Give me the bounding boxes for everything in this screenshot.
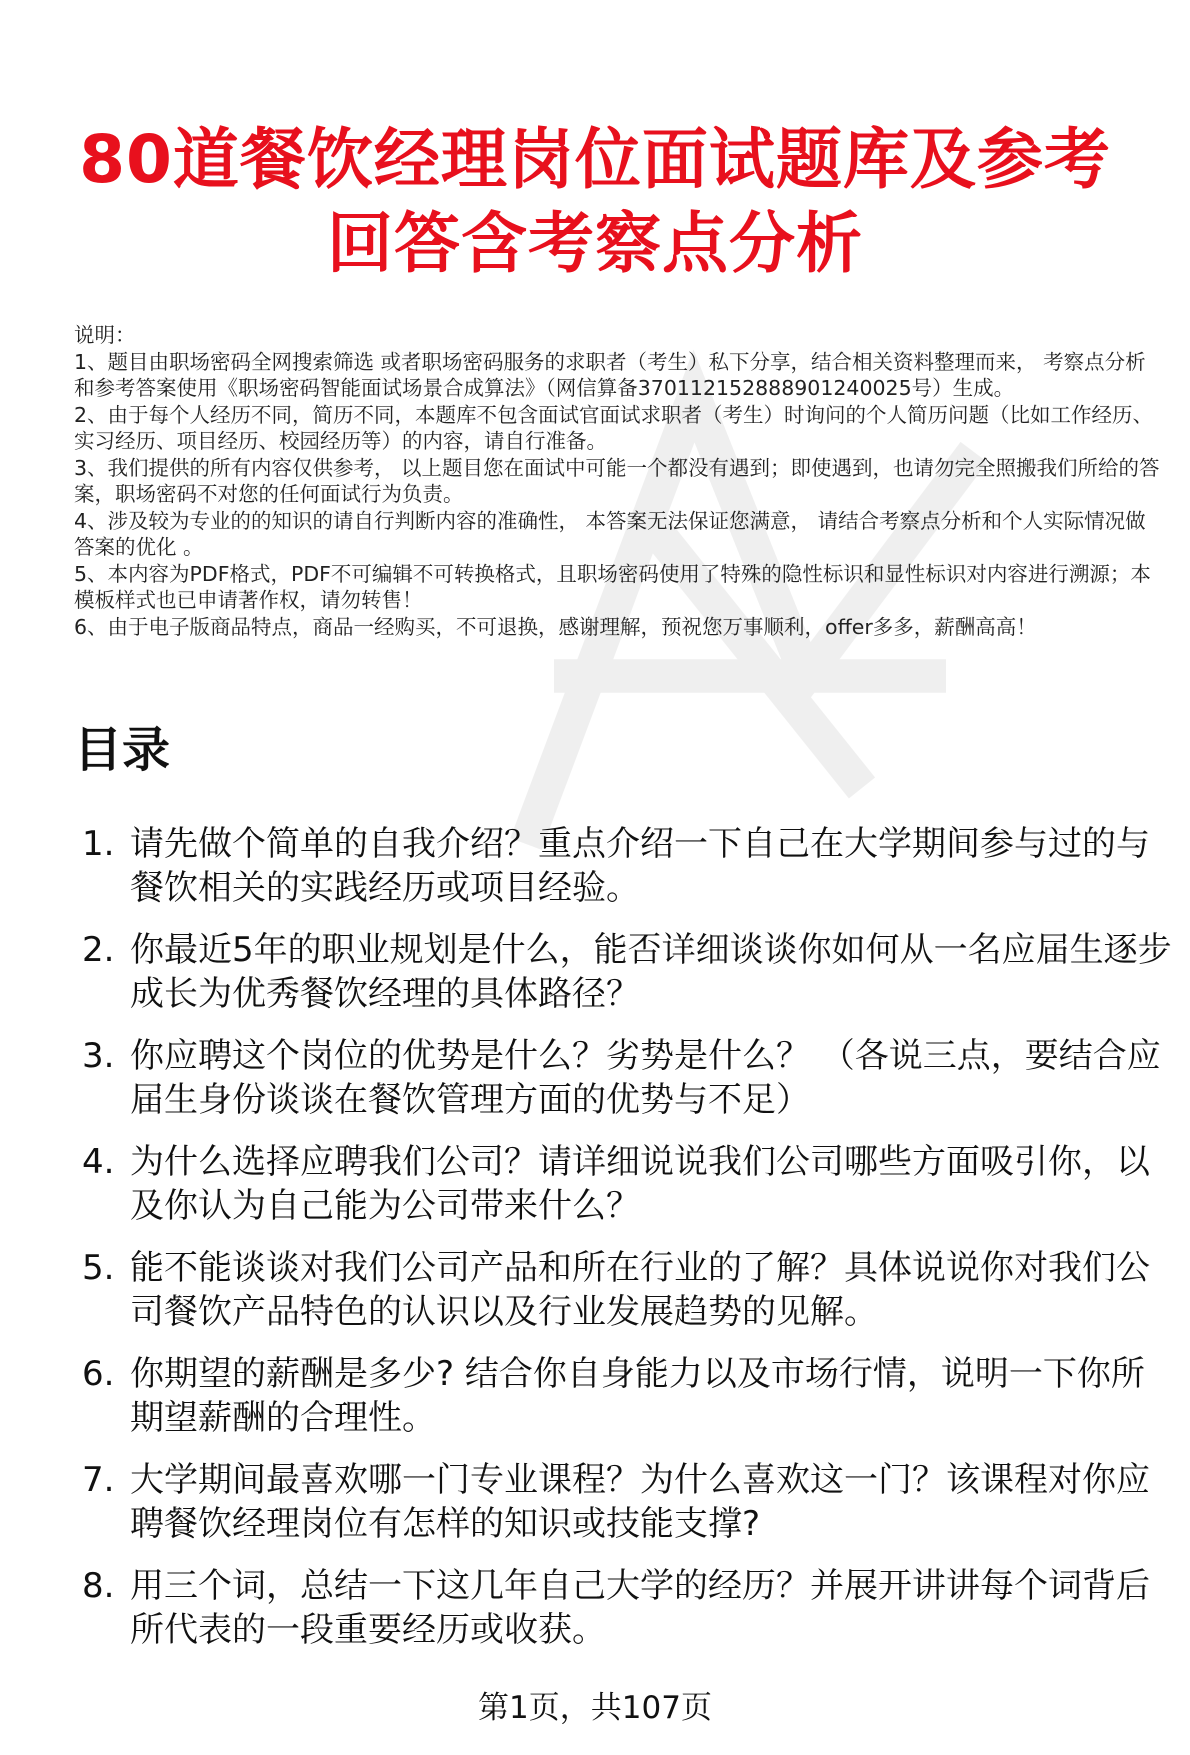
page-footer: 第1页，共107页 — [478, 1690, 712, 1726]
toc-item-number: 5. — [82, 1248, 115, 1288]
note-item: 3、我们提供的所有内容仅供参考， 以上题目您在面试中可能一个都没有遇到；即使遇到，也请勿完全照搬我们所给的答案，职场密码不对您的任何面试行为负责。 — [74, 455, 1160, 506]
notes-section — [74, 322, 1164, 640]
toc-item-text: 大学期间最喜欢哪一门专业课程？为什么喜欢这一门？该课程对你应聘餐饮经理岗位有怎样的知识或技能支撑? — [130, 1460, 1150, 1544]
note-item: 2、由于每个人经历不同，简历不同，本题库不包含面试官面试求职者（考生）时询问的个人简历问题（比如工作经历、实习经历、项目经历、校园经历等）的内容，请自行准备。 — [74, 402, 1154, 453]
toc-item — [74, 1564, 1174, 1652]
toc-item — [74, 1458, 1174, 1546]
toc-item-number: 6. — [82, 1354, 115, 1394]
note-item: 1、题目由职场密码全网搜索筛选 或者职场密码服务的求职者（考生）私下分享，结合相关资料整理而来， 考察点分析和参考答案使用《职场密码智能面试场景合成算法》（网信算备370112152888901240025号）生成。 — [74, 349, 1146, 400]
toc-item-text: 为什么选择应聘我们公司？请详细说说我们公司哪些方面吸引你，以及你认为自己能为公司带来什么？ — [130, 1142, 1150, 1226]
toc-item-text: 能不能谈谈对我们公司产品和所在行业的了解？具体说说你对我们公司餐饮产品特色的认识以及行业发展趋势的见解。 — [130, 1248, 1150, 1332]
note-item: 6、由于电子版商品特点，商品一经购买，不可退换，感谢理解，预祝您万事顺利，offer多多，薪酬高高！ — [74, 614, 1037, 639]
toc-item-text: 你期望的薪酬是多少? 结合你自身能力以及市场行情，说明一下你所期望薪酬的合理性。 — [130, 1354, 1145, 1438]
toc-item — [74, 1246, 1174, 1334]
toc-list — [74, 822, 1174, 1670]
toc-item-number: 3. — [82, 1036, 115, 1076]
notes-heading: 说明： — [74, 323, 136, 347]
toc-item-text: 你应聘这个岗位的优势是什么？劣势是什么？ （各说三点，要结合应届生身份谈谈在餐饮管理方面的优势与不足） — [130, 1036, 1161, 1120]
toc-item — [74, 1140, 1174, 1228]
toc-item-number: 7. — [82, 1460, 115, 1500]
toc-item-text: 请先做个简单的自我介绍？重点介绍一下自己在大学期间参与过的与餐饮相关的实践经历或项目经验。 — [130, 824, 1150, 908]
toc-heading: 目录 — [74, 722, 171, 778]
toc-item — [74, 1352, 1174, 1440]
toc-item-text: 用三个词，总结一下这几年自己大学的经历？并展开讲讲每个词背后所代表的一段重要经历或收获。 — [130, 1566, 1150, 1650]
toc-item-text: 你最近5年的职业规划是什么，能否详细谈谈你如何从一名应届生逐步成长为优秀餐饮经理的具体路径？ — [130, 930, 1172, 1014]
note-item: 5、本内容为PDF格式，PDF不可编辑不可转换格式，且职场密码使用了特殊的隐性标识和显性标识对内容进行溯源；本模板样式也已申请著作权，请勿转售！ — [74, 561, 1151, 612]
toc-item-number: 2. — [82, 930, 115, 970]
note-item: 4、涉及较为专业的的知识的请自行判断内容的准确性， 本答案无法保证您满意， 请结合考察点分析和个人实际情况做答案的优化 。 — [74, 508, 1146, 559]
toc-item-number: 1. — [82, 824, 115, 864]
toc-item-number: 8. — [82, 1566, 115, 1606]
document-title: 80道餐饮经理岗位面试题库及参考回答含考察点分析 — [79, 121, 1111, 282]
toc-item — [74, 822, 1174, 910]
toc-item — [74, 928, 1174, 1016]
toc-item-number: 4. — [82, 1142, 115, 1182]
toc-item — [74, 1034, 1174, 1122]
